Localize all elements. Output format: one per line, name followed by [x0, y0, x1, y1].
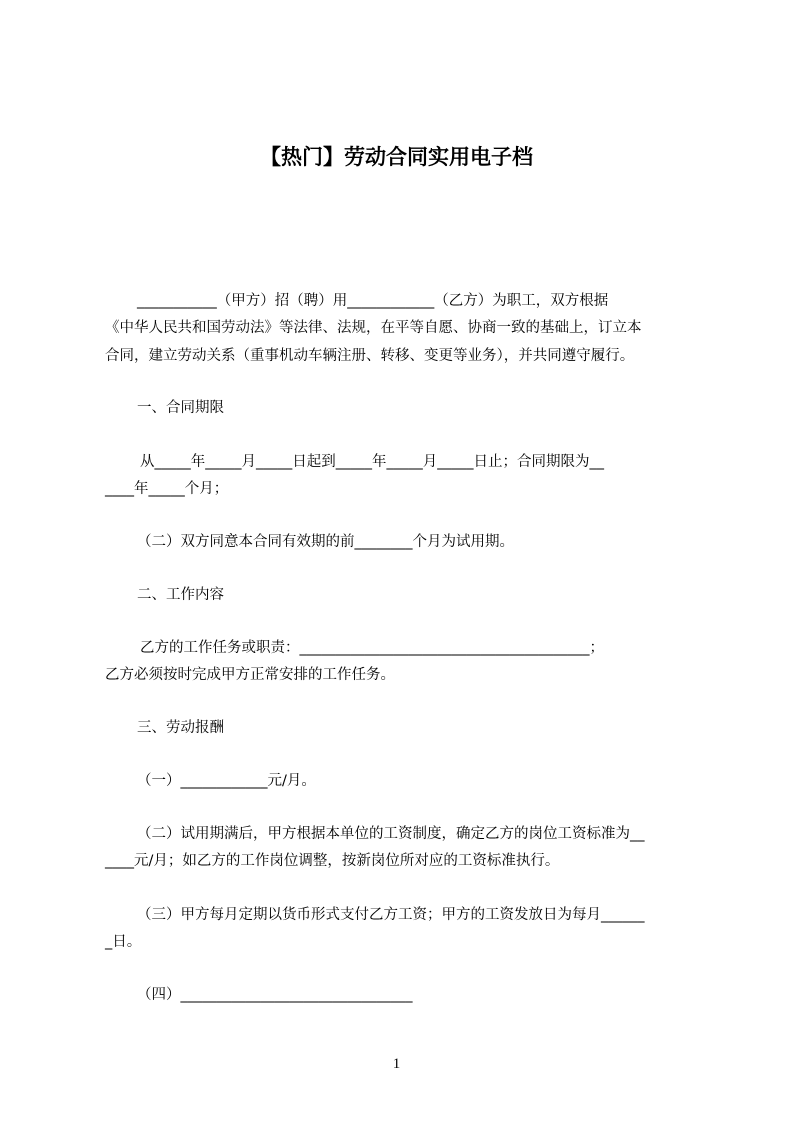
probation-clause: （二）双方同意本合同有效期的前________个月为试用期。: [137, 534, 514, 550]
pay-item-2-line-1: （二）试用期满后，甲方根据本单位的工资制度，确定乙方的岗位工资标准为__: [137, 826, 645, 842]
pay-item-3-line-1: （三）甲方每月定期以货币形式支付乙方工资；甲方的工资发放日为每月______: [137, 907, 645, 923]
section-heading-work: 二、工作内容: [137, 587, 224, 603]
pay-item-4: （四）________________________________: [137, 987, 413, 1003]
term-line-1: 从_____年_____月_____日起到_____年_____月_____日止；合同期限为__: [140, 454, 604, 470]
page-number: 1: [392, 1056, 401, 1072]
section-heading-pay: 三、劳动报酬: [137, 720, 224, 736]
intro-line-3: 合同，建立劳动关系（重事机动车辆注册、转移、变更等业务），并共同遵守履行。: [105, 348, 635, 364]
section-heading-term: 一、合同期限: [137, 400, 224, 416]
pay-item-3-line-2: _日。: [105, 934, 142, 950]
duty-line-1: 乙方的工作任务或职责：________________________________________；: [140, 640, 604, 656]
intro-line-2: 《中华人民共和国劳动法》等法律、法规，在平等自愿、协商一致的基础上，订立本: [105, 320, 642, 336]
pay-item-1: （一）____________元/月。: [137, 773, 316, 789]
duty-line-2: 乙方必须按时完成甲方正常安排的工作任务。: [105, 667, 395, 683]
pay-item-2-line-2: ____元/月；如乙方的工作岗位调整，按新岗位所对应的工资标准执行。: [105, 853, 560, 869]
intro-line-1: ___________（甲方）招（聘）用____________（乙方）为职工，双方根据: [137, 293, 609, 309]
page-title: 【热门】劳动合同实用电子档: [260, 145, 533, 169]
term-line-2: ____年_____个月；: [105, 481, 229, 497]
